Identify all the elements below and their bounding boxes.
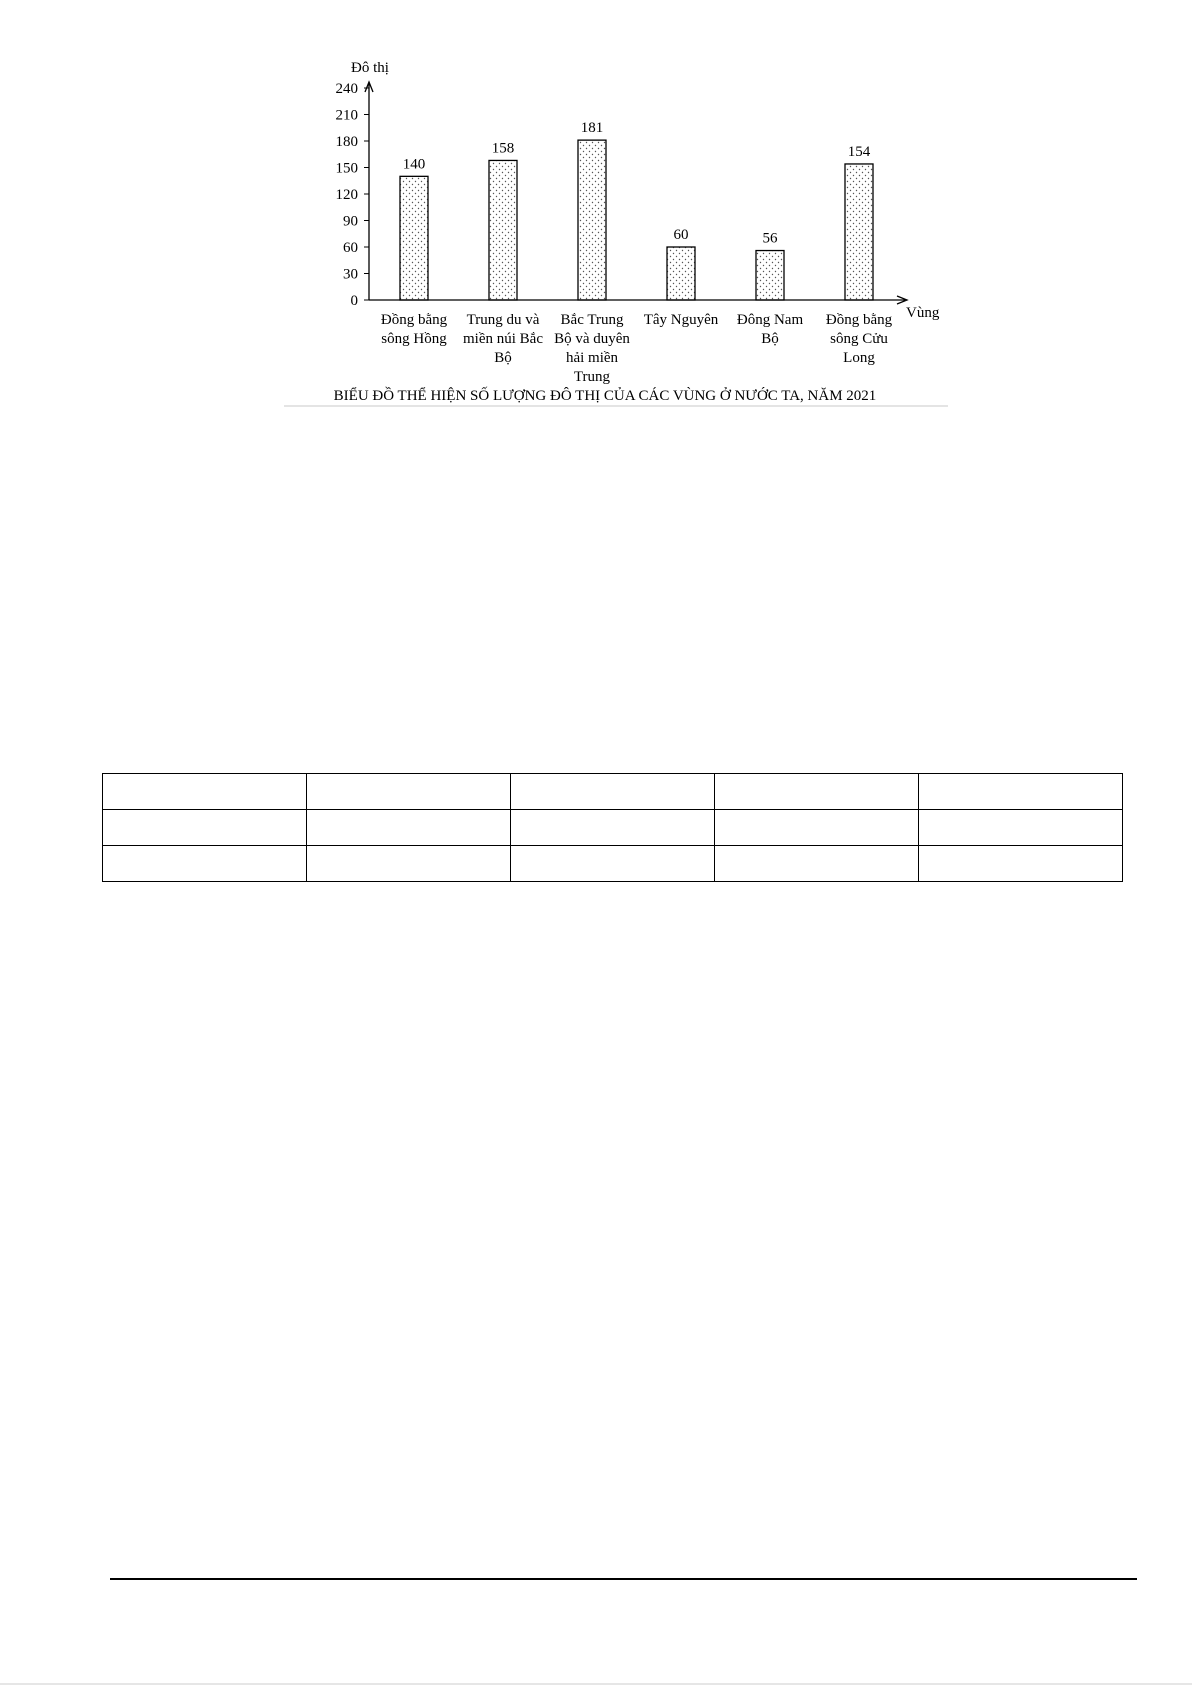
table-cell — [511, 846, 715, 882]
table-row — [103, 846, 1123, 882]
footer-rule — [110, 1578, 1137, 1580]
bar — [756, 251, 784, 300]
bar — [845, 164, 873, 300]
bar-value-label: 56 — [762, 230, 778, 247]
category-label: Đồng bằng — [825, 312, 893, 328]
bar — [400, 176, 428, 300]
bar-value-label: 60 — [673, 227, 689, 243]
table-cell — [307, 810, 511, 846]
category-label: Bắc Trung — [560, 312, 624, 328]
y-tick-label: 240 — [335, 81, 358, 97]
category-label: sông Hồng — [381, 331, 447, 347]
y-axis-title: Đô thị — [351, 60, 389, 76]
y-tick-label: 150 — [335, 160, 358, 177]
category-label: Bộ và duyên — [554, 331, 630, 347]
chart-title: BIỂU ĐỒ THỂ HIỆN SỐ LƯỢNG ĐÔ THỊ CỦA CÁC VÙNG Ở NƯỚC TA, NĂM 2021 — [333, 388, 877, 404]
y-tick-label: 30 — [343, 266, 358, 283]
table-cell — [715, 810, 919, 846]
category-label: Trung — [573, 369, 611, 385]
category-label: Đông Nam — [736, 312, 804, 328]
category-label: Bộ — [761, 331, 779, 347]
table-cell — [715, 846, 919, 882]
data-table — [102, 773, 1123, 882]
table-cell — [919, 810, 1123, 846]
chart-svg — [0, 0, 1192, 420]
category-label: hải miền — [565, 350, 619, 366]
table-cell — [511, 774, 715, 810]
table-cell — [103, 846, 307, 882]
y-tick-label: 210 — [335, 107, 358, 124]
table-cell — [919, 774, 1123, 810]
category-label: miền núi Bắc — [463, 331, 543, 347]
table-cell — [103, 774, 307, 810]
table-cell — [715, 774, 919, 810]
bar — [578, 140, 606, 300]
x-axis-title: Vùng — [906, 305, 940, 321]
table-cell — [103, 810, 307, 846]
table-row — [103, 774, 1123, 810]
bar-chart — [0, 0, 1192, 420]
bar — [489, 160, 517, 300]
category-label: Tây Nguyên — [643, 312, 719, 328]
table-cell — [307, 846, 511, 882]
table-cell — [511, 810, 715, 846]
category-label: sông Cửu — [830, 331, 888, 347]
bar-value-label: 158 — [491, 140, 515, 157]
y-tick-label: 90 — [343, 213, 358, 230]
y-tick-label: 60 — [343, 240, 358, 256]
category-label: Long — [843, 350, 875, 366]
bar-value-label: 154 — [847, 143, 871, 160]
y-tick-label: 120 — [335, 187, 358, 203]
category-label: Trung du và — [466, 312, 540, 328]
category-label: Bộ — [494, 350, 512, 366]
category-label: Đồng bằng — [380, 312, 448, 328]
table-cell — [307, 774, 511, 810]
bar — [667, 247, 695, 300]
table-cell — [919, 846, 1123, 882]
bar-value-label: 181 — [580, 120, 604, 137]
table-row — [103, 810, 1123, 846]
y-tick-label: 180 — [335, 134, 358, 150]
y-tick-label: 0 — [350, 293, 358, 309]
bar-value-label: 140 — [402, 156, 426, 173]
